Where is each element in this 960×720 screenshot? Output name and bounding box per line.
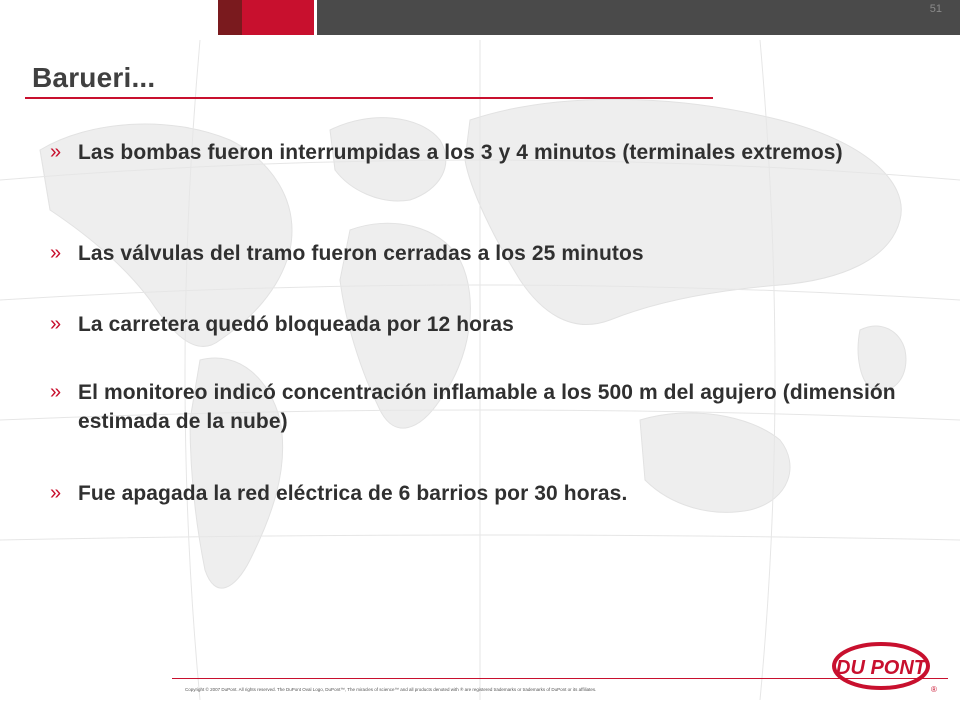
logo-text: DU PONT bbox=[836, 657, 926, 679]
bullet-marker: » bbox=[50, 141, 62, 163]
page-number: 51 bbox=[929, 3, 942, 15]
svg-text:®: ® bbox=[931, 685, 937, 694]
bullet-marker: » bbox=[50, 313, 62, 335]
bullet-text: Fue apagada la red eléctrica de 6 barrios por 30 horas. bbox=[78, 482, 628, 505]
bullet-item bbox=[50, 239, 930, 268]
bullet-text: Las válvulas del tramo fueron cerradas a los 25 minutos bbox=[78, 242, 644, 265]
bullet-item bbox=[50, 378, 930, 436]
bullet-marker: » bbox=[50, 242, 62, 264]
header-accent-dark bbox=[218, 0, 242, 35]
bullet-item bbox=[50, 310, 930, 339]
bullet-item bbox=[50, 479, 930, 508]
bullet-marker: » bbox=[50, 381, 62, 403]
bullet-text: La carretera quedó bloqueada por 12 horas bbox=[78, 313, 514, 336]
dupont-oval-logo bbox=[829, 638, 939, 698]
bullet-text: El monitoreo indicó concentración inflamable a los 500 m del agujero (dimensión estimada de la nube) bbox=[78, 381, 896, 433]
copyright-notice: Copyright © 2007 DuPont. All rights reserved. The DuPont Oval Logo, DuPont™, The miracles of science™ and all products denoted with ® are registered trademarks or trademarks of DuPont or its affiliates. bbox=[185, 687, 597, 692]
header-bar bbox=[317, 0, 960, 35]
bullet-item bbox=[50, 138, 930, 167]
bullet-text: Las bombas fueron interrumpidas a los 3 y 4 minutos (terminales extremos) bbox=[78, 141, 843, 164]
header-accent-red bbox=[242, 0, 314, 35]
title-underline bbox=[25, 97, 713, 99]
bullet-marker: » bbox=[50, 482, 62, 504]
slide-title: Barueri... bbox=[32, 62, 156, 93]
